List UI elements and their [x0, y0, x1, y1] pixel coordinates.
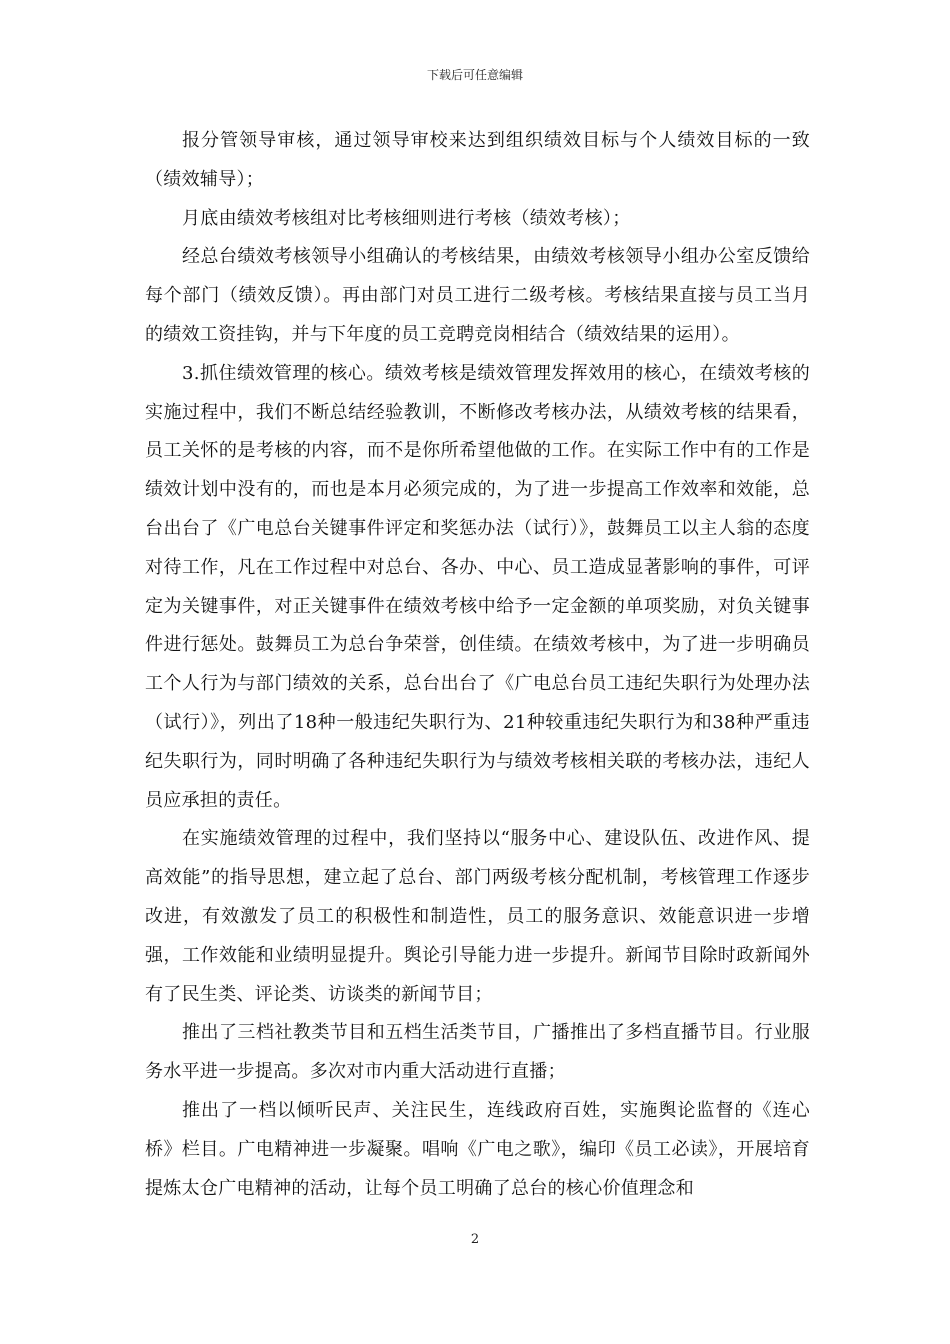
page-header: 下载后可任意编辑	[426, 68, 523, 82]
paragraph-3: 经总台绩效考核领导小组确认的考核结果，由绩效考核领导小组办公室反馈给每个部门（绩效反馈）。再由部门对员工进行二级考核。考核结果直接与员工当月的绩效工资挂钩，并与下年度的员工竞聘竞岗相结合（绩效结果的运用）。	[145, 246, 810, 345]
paragraph-7: 推出了一档以倾听民声、关注民生，连线政府百姓，实施舆论监督的《连心桥》栏目。广电精神进一步凝聚。唱响《广电之歌》，编印《员工必读》，开展培育提炼太仓广电精神的活动，让每个员工明确了总台的核心价值理念和	[145, 1099, 810, 1199]
paragraph-1: 报分管领导审核，通过领导审校来达到组织绩效目标与个人绩效目标的一致（绩效辅导）；	[145, 130, 810, 190]
page-number: 2	[470, 1232, 480, 1247]
paragraph-4: 3.抓住绩效管理的核心。绩效考核是绩效管理发挥效用的核心，在绩效考核的实施过程中，我们不断总结经验教训，不断修改考核办法，从绩效考核的结果看，员工关怀的是考核的内容，而不是你所希望他做的工作。在实际工作中有的工作是绩效计划中没有的，而也是本月必须完成的，为了进一步提高工作效率和效能，总台出台了《广电总台关键事件评定和奖惩办法（试行）》，鼓舞员工以主人翁的态度对待工作，凡在工作过程中对总台、各办、中心、员工造成显著影响的事件，可评定为关键事件，对正关键事件在绩效考核中给予一定金额的单项奖励，对负关键事件进行惩处。鼓舞员工为总台争荣誉，创佳绩。在绩效考核中，为了进一步明确员工个人行为与部门绩效的关系，总台出台了《广电总台员工违纪失职行为处理办法（试行）》，列出了18种一般违纪失职行为、21种较重违纪失职行为和38种严重违纪失职行为，同时明确了各种违纪失职行为与绩效考核相关联的考核办法，违纪人员应承担的责任。	[145, 362, 810, 811]
paragraph-5: 在实施绩效管理的过程中，我们坚持以“服务中心、建设队伍、改进作风、提高效能”的指导思想，建立起了总台、部门两级考核分配机制，考核管理工作逐步改进，有效激发了员工的积极性和制造性，员工的服务意识、效能意识进一步增强，工作效能和业绩明显提升。舆论引导能力进一步提升。新闻节目除时政新闻外有了民生类、评论类、访谈类的新闻节目；	[145, 828, 810, 1005]
paragraph-6: 推出了三档社教类节目和五档生活类节目，广播推出了多档直播节目。行业服务水平进一步提高。多次对市内重大活动进行直播；	[145, 1022, 810, 1083]
paragraph-2: 月底由绩效考核组对比考核细则进行考核（绩效考核）；	[182, 207, 631, 229]
document-body	[145, 122, 810, 1208]
